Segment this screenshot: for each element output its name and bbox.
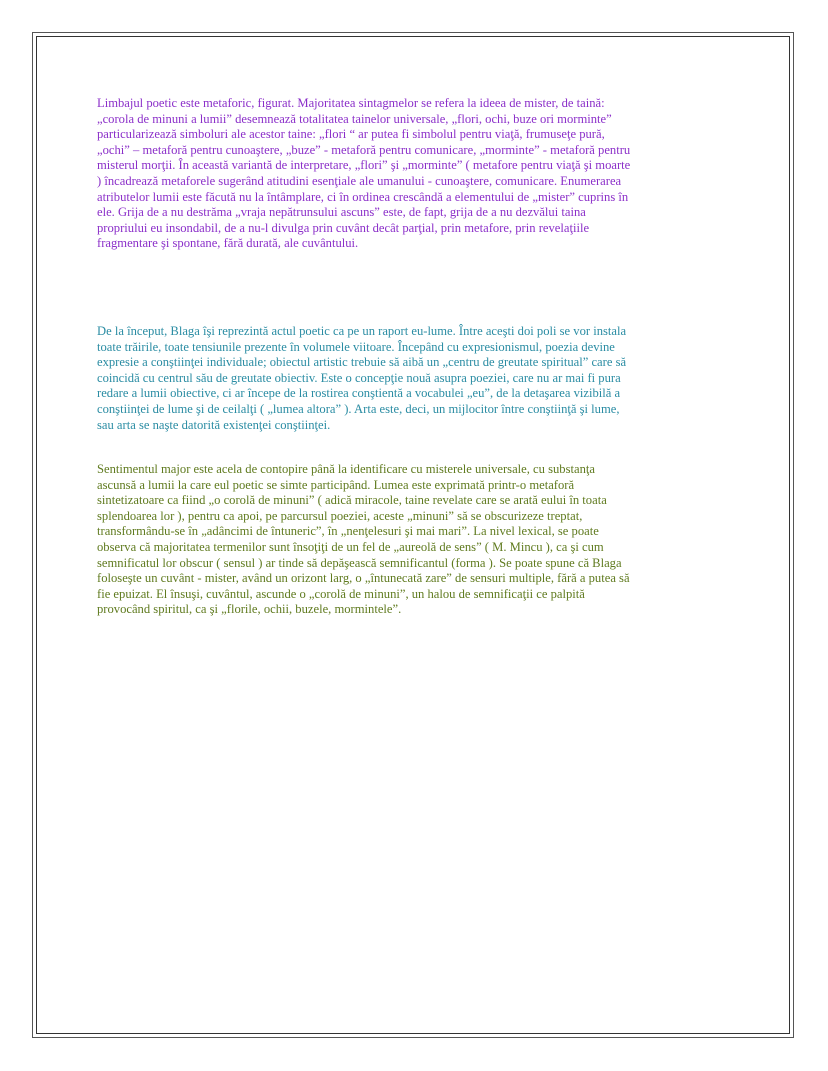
paragraph-line: ele. Grija de a nu destrăma „vraja nepătrunsului ascuns” este, de fapt, grija de a nu dezvălui taina (97, 205, 586, 220)
paragraph-line: ) încadrează metaforele sugerând atitudini esenţiale ale umanului - cunoaştere, comunicare. Enumerarea (97, 173, 622, 188)
paragraph-line: „ochi” – metaforă pentru cunoaştere, „buze” - metaforă pentru comunicare, „morminte” - metaforă pentru (97, 142, 631, 157)
paragraph-line: De la început, Blaga îşi reprezintă actul poetic ca pe un raport eu-lume. Între aceşti doi poli se vor instala (97, 324, 627, 338)
paragraph-line: semnificatul lor obscur ( sensul ) ar tinde să depăşească semnificantul (forma ). Se poate spune că Blaga (97, 555, 622, 570)
paragraph-line: fie epuizat. El însuşi, cuvântul, ascunde o „corolă de minuni”, un halou de semnificaţii ce palpită (97, 586, 585, 601)
paragraph-line: sintetizatoare ca fiind „o corolă de minuni” ( adică miracole, taine revelate care se arată eului în toata (97, 493, 607, 508)
paragraph-line: sau arta se naşte datorită existenţei conştiinţei. (97, 417, 331, 432)
paragraph-line: conştiinţei de lume şi de ceilalţi ( „lumea altora” ). Arta este, deci, un mijlocitor între conştiinţă şi lume, (97, 401, 620, 416)
paragraph-line: redare a lumii obiective, ci ar începe de la rostirea conştientă a vocabulei „eu”, de la detaşarea vizibilă a (97, 386, 621, 401)
paragraph-line: expresie a conştiinţei individuale; obiectul artistic trebuie să aibă un „centru de greutate spiritual” care să (97, 355, 627, 370)
paragraph-line: particularizează simboluri ale acestor taine: „flori “ ar putea fi simbolul pentru viaţă, frumuseţe pură, (97, 127, 605, 142)
paragraph-line: provocând spiritul, ca şi „florile, ochii, buzele, mormintele”. (97, 602, 402, 617)
paragraph-line: „corola de minuni a lumii” desemnează totalitatea tainelor universale, „flori, ochi, buze ori morminte” (97, 111, 612, 126)
paragraph-line: foloseşte un cuvânt - mister, având un orizont larg, o „întunecată zare” de sensuri multiple, fără a putea să (97, 571, 630, 586)
paragraph-line: coincidă cu centrul său de greutate obiectiv. Este o concepţie nouă asupra poeziei, care nu ar mai fi pura (97, 370, 621, 385)
paragraph-eu-lume (97, 324, 737, 433)
paragraph-line: Limbajul poetic este metaforic, figurat. Majoritatea sintagmelor se refera la ideea de mister, de taină: (97, 96, 605, 110)
paragraph-line: observa că majoritatea termenilor sunt însoţiţi de un fel de „aureolă de sens” ( M. Mincu ), ca şi cum (97, 539, 604, 554)
paragraph-line: transformându-se în „adâncimi de întuneric”, în „nenţelesuri şi mai mari”. La nivel lexical, se poate (97, 524, 599, 539)
paragraph-line: ascunsă a lumii la care eul poetic se simte participând. Lumea este exprimată printr-o metaforă (97, 477, 575, 492)
paragraph-line: fragmentare şi spontane, fără durată, ale cuvântului. (97, 236, 359, 251)
paragraph-line: toate trăirile, toate tensiunile prezente în volumele viitoare. Începând cu expresionismul, poezia devine (97, 339, 615, 354)
paragraph-line: atributelor lumii este făcută nu la întâmplare, ci în ordinea crescândă a elementului de „mister” cuprins în (97, 189, 629, 204)
paragraph-line: misterul morţii. În această variantă de interpretare, „flori” şi „morminte” ( metafore pentru viaţă şi moarte (97, 158, 631, 173)
paragraph-line: propriului eu insondabil, de a nu-l divulga prin cuvânt decât parţial, prin metafore, prin revelaţiile (97, 220, 590, 235)
paragraph-line: Sentimentul major este acela de contopire până la identificare cu misterele universale, cu substanţa (97, 462, 595, 476)
paragraph-line: splendoarea lor ), pentru ca apoi, pe parcursul poeziei, aceste „minuni” să se obscurizeze treptat, (97, 508, 583, 523)
paragraph-metaphor (97, 96, 737, 252)
paragraph-sentiment (97, 462, 737, 618)
